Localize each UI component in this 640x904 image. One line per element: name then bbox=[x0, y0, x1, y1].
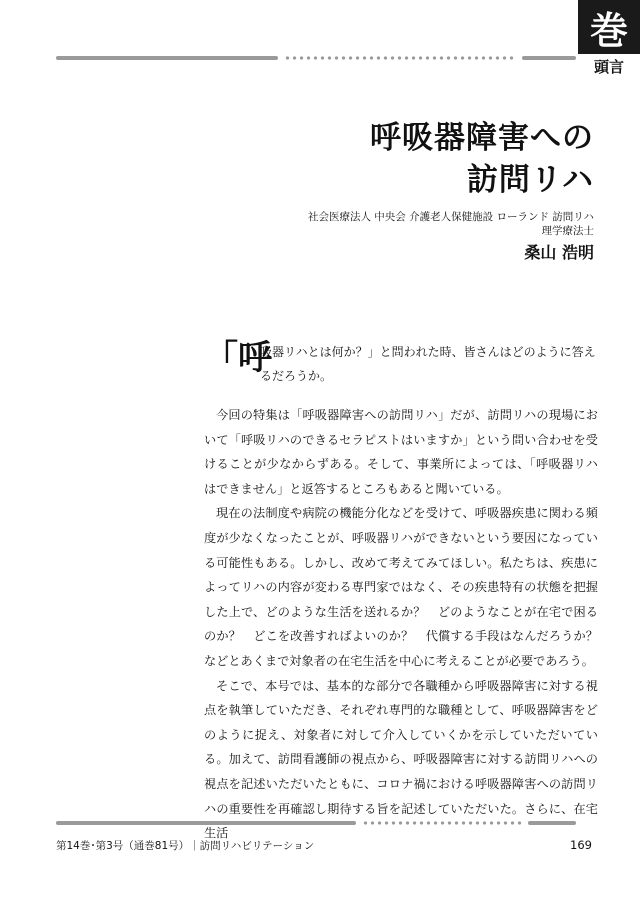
affiliation-line2: 理学療法士 bbox=[541, 225, 594, 237]
author-affiliation bbox=[308, 210, 594, 238]
body-paragraph-1: 今回の特集は「呼吸器障害への訪問リハ」だが、訪問リハの現場において「呼吸リハのできるセラピストはいますか」という問い合わせを受けることが少なからずある。そして、事業所によっては、「呼吸器リハはできません」と返答するところもあると聞いている。 bbox=[204, 408, 598, 496]
lead-text: 吸器リハとは何か？」と問われた時、皆さんはどのように答えるだろうか。 bbox=[260, 345, 596, 383]
drop-cap: 「呼 bbox=[204, 338, 272, 378]
body-paragraph-3: そこで、本号では、基本的な部分で各職種から呼吸器障害に対する視点を執筆していただき、それぞれ専門的な職種として、呼吸器障害をどのように捉え、対象者に対して介入していくかを示していただいている。加えて、訪問看護師の視点から、呼吸器障害に対する訪問リハへの視点を記述いただいたともに、コロナ禍における呼吸器障害への訪問リハの重要性を再確認し期待する旨を記述していただいた。さらに、在宅生活 bbox=[204, 678, 598, 841]
journal-info: 第14巻･第3号（通巻81号）｜訪問リハビリテーション bbox=[56, 840, 315, 852]
article-title-line1: 呼吸器障害への bbox=[370, 120, 594, 156]
section-badge-label: 頭言 bbox=[593, 58, 624, 76]
article-title-line2: 訪問リハ bbox=[466, 162, 594, 198]
section-badge: 巻 bbox=[578, 0, 640, 54]
body-paragraph-2: 現在の法制度や病院の機能分化などを受けて、呼吸器疾患に関わる頻度が少なくなったことが、呼吸器リハができないという要因になっている可能性もある。しかし、改めて考えてみてほしい。私たちは、疾患によってリハの内容が変わる専門家ではなく、その疾患特有の状態を把握した上で、どのような生活を送れるか？ どのようなことが在宅で困るのか？ どこを改善すればよいのか？ 代償する手段はなんだろうか？などとあくまで対象者の在宅生活を中心に考えることが必要であろう。 bbox=[204, 506, 598, 668]
article-body bbox=[204, 403, 598, 846]
article-title bbox=[370, 117, 594, 201]
page-number: 169 bbox=[570, 838, 592, 852]
header-rule bbox=[56, 56, 576, 60]
author-name: 桑山 浩明 bbox=[524, 243, 594, 262]
footer-rule bbox=[56, 821, 576, 825]
affiliation-line1: 社会医療法人 中央会 介護老人保健施設 ローランド 訪問リハ bbox=[307, 211, 594, 223]
